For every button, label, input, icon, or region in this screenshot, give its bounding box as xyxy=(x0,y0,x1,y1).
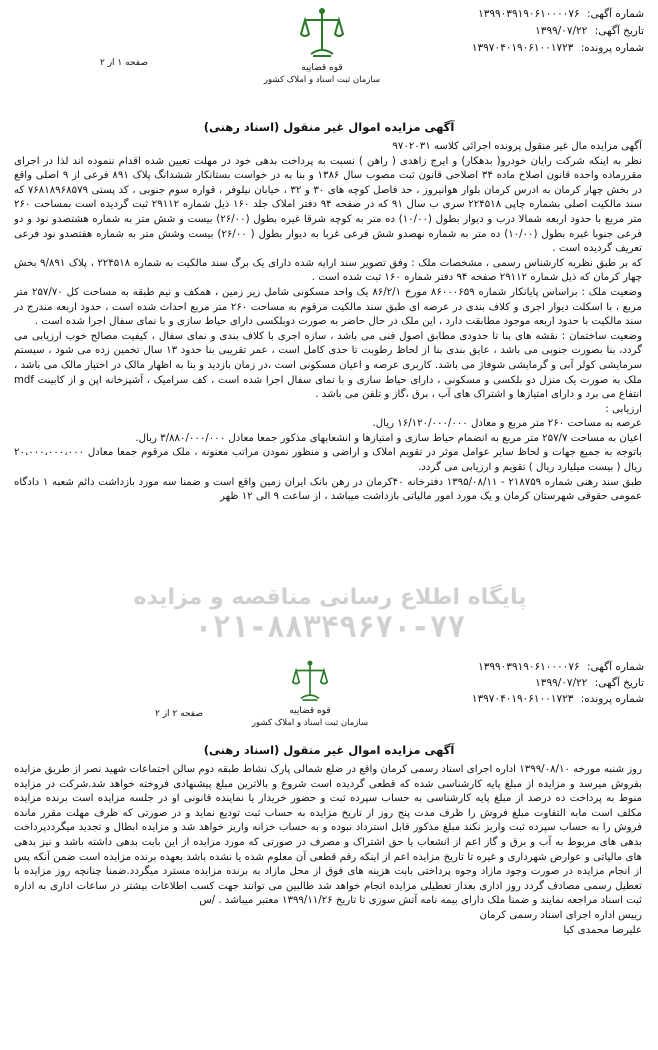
notice-date-row xyxy=(472,23,644,40)
paragraph: طبق سند رهنی شماره ۲۱۸۷۵۹ - ۱۳۹۵/۰۸/۱۱ دفترخانه ۴۰کرمان در رهن بانک ایران زمین واقع است و ضمنا سه مورد بازداشت دائم شعبه ۱ دادگاه عمومی حقوقی شهرستان کرمان و یک مورد امور مالیاتی بازداشت میباشد ، از ساعت ۹ الی ۱۲ ظهر xyxy=(14,476,643,503)
notice-title: آگهی مزایده اموال غیر منقول (اسناد رهنی) xyxy=(203,743,455,757)
paragraph: روز شنبه مورخه ۱۳۹۹/۰۸/۱۰ اداره اجرای اسناد رسمی کرمان واقع در ضلع شمالی پارک نشاط طبقه دوم سالن اجتماعات شهید نصر از طریق مزایده بفروش میرسد و مزایده از مبلغ پایه کارشناسی شده که قطعی گردیده است شروع و بالاترین مبلغ پیشنهادی فروخته خواهد شد.شرکت در مزایده منوط به پرداخت ده درصد از مبلغ پایه کارشناسی به حساب سپرده ثبت و حضور خریدار یا نماینده قانونی او در جلسه مزایده است برنده مزایده مکلف است مابه التفاوت مبلغ فروش را ظرف مدت پنج روز از تاریخ مزایده به حساب ثبت تودیع نماید و در صورتی که ظرف مهلت مقرر مانده فروش را به حساب سپرده ثبت واریز نکند مبلغ مذکور قابل استرداد نبوده و به حساب خزانه واریز خواهد شد و مزایده ابطال و تجدید میگرددپرداخت بدهی های مربوط به آب و برق و گاز اعم از انشعاب یا حق اشتراک و مصرف در صورتی که مورد مزایده از این بابت بدهی داشته باشد و نیز بدهی های مالیاتی و عوارض شهرداری و غیره تا تاریخ مزایده اعم از اینکه رقم قطعی آن معلوم شده یا نشده باشد بعهده برنده مزایده است ضمن آنکه پس از انجام مزایده در صورت وجود مازاد وجوه پرداختی بابت هزینه های فوق از محل مازاد به برنده مزایده مسترد میگردد.ضمنا چنانچه روز مزایده با تعطیل رسمی مصادف گردد روز اداری بعداز تعطیلی مزایده انجام خواهد شد طالبین می توانند جهت کسب اطلاعات بیشتر در ساعات اداری به اداره ثبت اسناد مراجعه نمایند و ضمنا ملک دارای بیمه نامه آتش سوزی تا تاریخ ۱۳۹۹/۱۱/۲۶ معتبر میباشد . /س xyxy=(14,764,642,907)
signature-block xyxy=(0,909,658,938)
meta-value: ۱۳۹۹۰۳۹۱۹۰۶۱۰۰۰۰۷۶ xyxy=(478,661,580,673)
watermark-line-1: پایگاه اطلاع رسانی مناقصه و مزایده xyxy=(133,585,527,610)
scales-of-justice-icon xyxy=(299,6,345,62)
page-two-header xyxy=(0,655,658,733)
meta-value: ۱۳۹۹۰۳۹۱۹۰۶۱۰۰۰۰۷۶ xyxy=(478,8,580,20)
case-number-row xyxy=(472,691,644,707)
meta-label: شماره آگهی: xyxy=(586,8,644,20)
watermark-line-2: ۰۲۱-۸۸۳۴۹۶۷۰-۷۷ xyxy=(194,610,466,645)
notice-body xyxy=(0,140,658,505)
meta-value: ۱۳۹۷۰۴۰۱۹۰۶۱۰۰۱۷۲۳ xyxy=(471,693,574,705)
paragraph: عرصه به مساحت ۲۶۰ متر مربع و معادل ۱۶/۱۲۰/۰۰۰/۰۰۰ ریال. xyxy=(372,418,642,430)
notice-metadata xyxy=(472,659,644,707)
emblem-org-name: قوه قضاییه xyxy=(289,706,331,716)
emblem-org-name: قوه قضاییه xyxy=(301,63,343,73)
page-number: صفحه ۱ از ۲ xyxy=(100,58,148,68)
meta-value: ۱۳۹۷۰۴۰۱۹۰۶۱۰۰۱۷۲۳ xyxy=(471,42,574,54)
meta-value: ۱۳۹۹/۰۷/۲۲ xyxy=(535,25,588,37)
page-one-header xyxy=(0,0,658,110)
notice-metadata xyxy=(472,6,644,57)
meta-label: تاریخ آگهی: xyxy=(594,677,644,689)
notice-number-row xyxy=(472,659,644,675)
paragraph: ارزیابی : xyxy=(605,403,642,415)
paragraph: باتوجه به جمیع جهات و لحاظ سایر عوامل موثر در تقویم املاک و اراضی و منظور نمودن مراتب معنونه ، ملک مرقوم جمعا معادل ۲۰،۰۰۰،۰۰۰،۰۰۰ ریال ( بیست میلیارد ریال ) تقویم و ارزیابی می گردد. xyxy=(14,447,642,474)
scales-of-justice-icon xyxy=(290,659,330,705)
signatory-name: علیرضا محمدی کیا xyxy=(563,924,642,936)
meta-value: ۱۳۹۹/۰۷/۲۲ xyxy=(535,677,588,689)
judiciary-emblem xyxy=(250,659,370,729)
page-two xyxy=(0,655,658,1050)
case-number-row xyxy=(472,40,644,57)
emblem-sub-name: سازمان ثبت اسناد و املاک کشور xyxy=(263,75,381,85)
signatory-title: رییس اداره اجرای اسناد رسمی کرمان xyxy=(479,909,642,921)
paragraph: که بر طبق نظریه کارشناس رسمی ، مشخصات ملک : وفق تصویر سند ارایه شده دارای یک برگ سند مالکیت به شماره ۲۲۴۵۱۸ ، پلاک ۹/۸۹۱ بخش چهار کرمان که ذیل شماره ۲۹۱۱۲ صفحه ۹۴ دفتر شماره ۱۶۰ ثبت شده است . xyxy=(14,257,642,284)
page-number: صفحه ۲ از ۲ xyxy=(155,709,203,719)
judiciary-emblem xyxy=(262,6,382,86)
meta-label: تاریخ آگهی: xyxy=(594,25,644,37)
notice-number-row xyxy=(472,6,644,23)
notice-title: آگهی مزایده اموال غیر منقول (اسناد رهنی) xyxy=(203,120,455,134)
meta-label: شماره پرونده: xyxy=(580,693,644,705)
paragraph: وضعیت ساختمان : نقشه های بنا تا حدودی مطابق اصول فنی می باشد ، سازه اجری با کلاف بندی و نمای سفال ، کیفیت مصالح خوب ارزیابی می گردد، بنا بصورت جنوبی می باشد ، عایق بندی بنا از لحاظ رطوبت تا حدی کامل است ، عمر تقریبی بنا حدود ۱۳ سال تخمین زده می شود ، سیستم سرمایشی کولر آبی و گرمایشی شوفاژ می باشد. کاربری عرصه و اعیان مسکونی است ،در زمان بازدید و بنا به اظهار مالک در اختیار مالک می باشد ، ملک به صورت یک منزل دو بلکسی و مسکونی ، دارای حیاط سازی و با نمای سفال اجرا شده است ، کف سرامیک ، آشپزخانه اپن و از کابینت mdf انتفاع می برد و دارای امتیازها و اشتراک های آب ، برق ،گاز و تلفن می باشد . xyxy=(14,330,643,401)
paragraph: اعیان به مساحت ۲۵۷/۷ متر مربع به انضمام حیاط سازی و امتیازها و انشعابهای مذکور جمعا معادل ۳/۸۸۰/۰۰۰/۰۰۰ ریال. xyxy=(135,432,642,444)
meta-label: شماره پرونده: xyxy=(580,42,644,54)
emblem-sub-name: سازمان ثبت اسناد و املاک کشور xyxy=(251,718,369,728)
paragraph: وضعیت ملک : براساس پایانکار شماره ۸۶۰۰۰۶۵۹ مورخ ۸۶/۲/۱ یک واحد مسکونی شامل زیر زمین ، همکف و نیم طبقه به مساحت کل ۲۵۷/۷۰ متر مربع ، با اسکلت دیوار اجری و کلاف بندی در عرصه ای طبق سند مالکیت مرقوم به مساحت ۲۶۰ متر مربع احداث شده است ، حدود اربعه مندرج در سند مالکیت با حدود اربعه موجود مطابقت دارد ، این ملک در حال حاضر به صورت دوبلکسی دارای حیاط سازی و با نمای سفال اجرا شده است . xyxy=(14,286,643,328)
notice-date-row xyxy=(472,675,644,691)
paragraph: نظر به اینکه شرکت رایان خودرو( بدهکار) و ایرج زاهدی ( راهن ) نسبت به پرداخت بدهی خود در مهلت تعیین شده اقدام ننموده اند لذا در اجرای مقررماده واحده قانون اصلاح ماده ۳۴ اصلاحی قانون ثبت مصوب سال ۱۳۸۶ و بنا به در خواست بستانکار ششدانگ پلاک ۸۹۱ فرعی از ۹ اصلی واقع در بخش چهار کرمان به ادرس کرمان بلوار هوانیروز ، حد فاصل کوچه های ۳۰ و ۳۲ ، خیابان نیلوفر ، قواره سوم جنوبی ، کد پستی ۷۶۸۱۸۹۶۸۵۷۹ که سند مالکیت اصلی بشماره چاپی ۲۲۴۵۱۸ سری ب سال ۹۱ که در صفحه ۹۴ دفتر املاک جلد ۱۶۰ ذیل شماره ۲۹۱۱۲ ثبت گردیده است بمساحت ۲۶۰ متر مربع با حدود اربعه شمالا درب و دیوار بطول (۱۰/۰۰) ده متر به کوچه شرقا غیره بطول (۲۶/۰۰) بیست و شش متر به شماره هشتصدو نود و دو فرعی جنوبا غیره بطول (۱۰/۰۰) ده متر به شماره نهصدو شش فرعی غربا به دیوار بطول ( ۲۶/۰۰) بیست وشش متر به شماره هفتصدو نود فرعی تعریف گردیده است . xyxy=(14,155,643,255)
notice-body xyxy=(0,763,658,909)
paragraph: آگهی مزایده مال غیر منقول پرونده اجرائی کلاسه ۹۷۰۲۰۳۱ xyxy=(392,141,642,152)
meta-label: شماره آگهی: xyxy=(586,661,644,673)
